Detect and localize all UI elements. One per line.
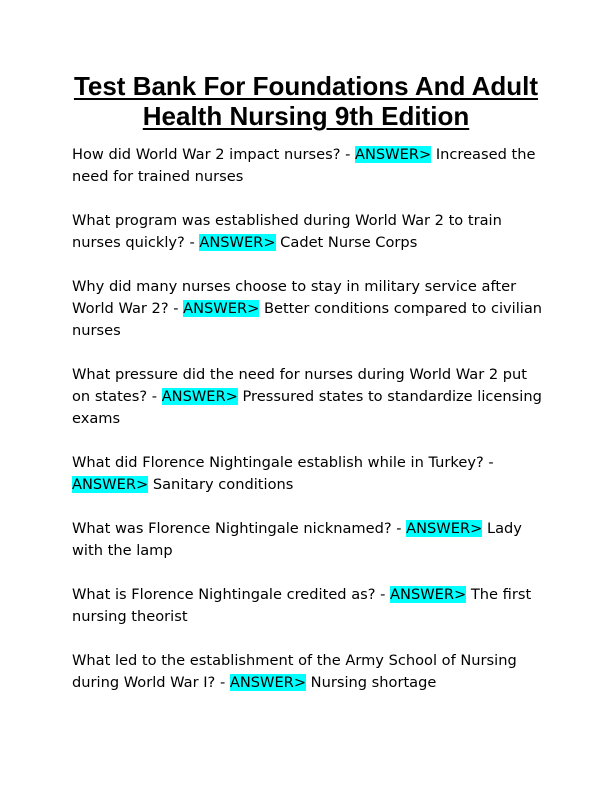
answer-label: ANSWER>: [183, 300, 260, 317]
answer-label: ANSWER>: [72, 476, 149, 493]
qa-item: [72, 210, 544, 254]
answer-label: ANSWER>: [229, 674, 307, 691]
answer-text: Better conditions compared to civilian nurses: [72, 300, 543, 339]
question-text: Why did many nurses choose to stay in military service after World War 2? -: [72, 278, 517, 317]
document-title: Test Bank For Foundations And Adult Health Nursing 9th Edition: [73, 71, 539, 131]
question-text: What program was established during World War 2 to train nurses quickly? -: [72, 212, 502, 251]
answer-label: ANSWER>: [406, 520, 483, 537]
answer-label: ANSWER>: [161, 388, 238, 405]
answer-text: Pressured states to standardize licensing exams: [72, 388, 542, 427]
qa-item: [72, 364, 544, 430]
qa-item: [72, 650, 544, 694]
answer-label: ANSWER>: [199, 234, 276, 251]
qa-item: [72, 518, 544, 562]
question-text: What pressure did the need for nurses during World War 2 put on states? -: [72, 366, 528, 405]
answer-text: Increased the need for trained nurses: [72, 146, 536, 185]
qa-item: [72, 144, 544, 188]
answer-text: Sanitary conditions: [148, 476, 294, 493]
answer-text: Lady with the lamp: [72, 520, 522, 559]
qa-item: [72, 276, 544, 342]
answer-text: The first nursing theorist: [72, 586, 532, 625]
answer-label: ANSWER>: [355, 146, 432, 163]
answer-text: Nursing shortage: [306, 674, 437, 691]
question-text: What was Florence Nightingale nicknamed? -: [72, 520, 407, 537]
question-text: What led to the establishment of the Army School of Nursing during World War I? -: [72, 652, 517, 691]
qa-item: [72, 452, 544, 496]
question-text: What did Florence Nightingale establish while in Turkey? -: [72, 454, 494, 471]
question-text: What is Florence Nightingale credited as? -: [72, 586, 391, 603]
question-text: How did World War 2 impact nurses? -: [72, 146, 355, 163]
qa-item: [72, 584, 544, 628]
answer-text: Cadet Nurse Corps: [275, 234, 418, 251]
question-answer-list: [72, 144, 544, 716]
answer-label: ANSWER>: [390, 586, 467, 603]
